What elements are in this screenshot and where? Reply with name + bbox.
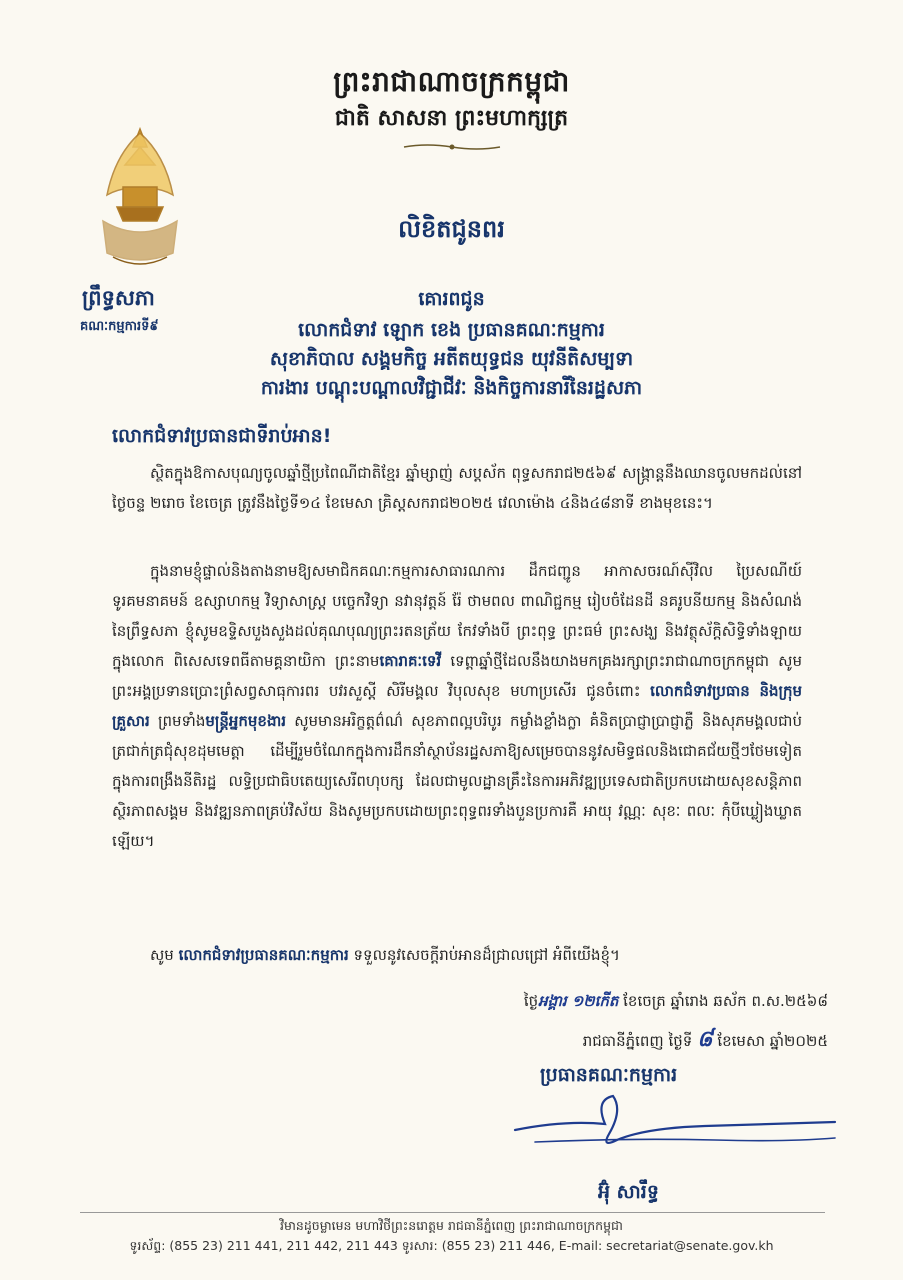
closing-emphasis: លោកជំទាវប្រធានគណៈកម្មការ	[178, 946, 349, 964]
handwritten-date: អង្គារ ១២កើត	[538, 992, 619, 1010]
date-text: ខែចេត្រ ឆ្នាំរោង ឆស័ក ព.ស.២៥៦៨	[618, 992, 828, 1010]
paragraph-blessing	[112, 556, 802, 936]
kingdom-heading: ព្រះរាជាណាចក្រកម្ពុជា	[333, 65, 570, 98]
date-text: រាជធានីភ្នំពេញ ថ្ងៃទី	[582, 1032, 698, 1050]
addressee-line: លោកជំទាវ ឡោក ខេង ប្រធានគណៈកម្មការ	[298, 319, 605, 341]
addressee-line: សុខាភិបាល សង្គមកិច្ច អតីតយុទ្ធជន យុវនីតិសម្បទា	[269, 348, 634, 370]
closing-text: សូម	[150, 946, 179, 964]
paragraph-new-year: ស្ថិតក្នុងឱកាសបុណ្យចូលឆ្នាំថ្មីប្រពៃណីជាតិខ្មែរ ឆ្នាំម្សាញ់ សប្តស័ក ពុទ្ធសករាជ២៥៦៩ សង្ក្រាន្តនឹងឈានចូលមកដល់នៅថ្ងៃចន្ទ ២រោច ខែចេត្រ ត្រូវនឹងថ្ងៃទី១៤ ខែមេសា គ្រិស្តសករាជ២០២៥ វេលាម៉ោង ៤និង៤៨នាទី ខាងមុខនេះ។	[112, 464, 802, 512]
handwritten-day: ៨	[697, 1027, 713, 1052]
footer-divider	[80, 1212, 825, 1213]
addressee-line: ការងារ បណ្តុះបណ្តាលវិជ្ជាជីវៈ និងកិច្ចការនារីនៃរដ្ឋសភា	[260, 377, 643, 399]
goddess-name: គោរាគៈទេវី	[379, 652, 442, 670]
paragraph-text: ក្នុងនាមខ្ញុំផ្ទាល់និងតាងនាមឱ្យសមាជិកគណៈកម្មការសាធារណការ ដឹកជញ្ជូន អាកាសចរណ៍ស៊ីវិល ប្រៃសណីយ៍ ទូរគមនាគមន៍ ឧស្សាហកម្ម វិទ្យាសាស្ត្រ បច្ចេកវិទ្យា នវានុវត្តន៍ រ៉ែ ថាមពល ពាណិជ្ជកម្ម រៀបចំដែនដី នគរូបនីយកម្ម និងសំណង់នៃព្រឹទ្ធសភា ខ្ញុំសូមឧទ្ទិសបួងសួងដល់គុណបុណ្យព្រះរតនត្រ័យ កែវទាំងបី ព្រះពុទ្ធ ព្រះធម៌ ព្រះសង្ឃ និងវត្ថុស័ក្តិសិទ្ធិទាំងឡាយក្នុងលោក ពិសេសទេពធីតាមគ្គនាយិកា ព្រះនាម	[112, 562, 802, 670]
closing-text: ទទួលនូវសេចក្តីរាប់អានដ៏ជ្រាលជ្រៅ អំពីយើងខ្ញុំ។	[348, 946, 620, 964]
document-title: លិខិតជូនពរ	[398, 215, 505, 243]
signature-title: ប្រធានគណៈកម្មការ	[540, 1064, 678, 1086]
signer-name: អ៊ុំ សារឹទ្ធ	[598, 1181, 659, 1203]
senate-emblem-icon	[95, 125, 185, 275]
handwritten-signature	[505, 1090, 845, 1170]
date-text: ថ្ងៃ	[523, 992, 539, 1010]
salutation: លោកជំទាវប្រធានជាទីរាប់អាន!	[112, 425, 332, 447]
addressee-line: គោរពជូន	[418, 288, 485, 310]
closing-line	[150, 946, 830, 968]
lunar-date	[524, 992, 828, 1014]
senate-name: ព្រឹទ្ធសភា	[82, 286, 155, 310]
paragraph-text: សូមមានអរិក្ខត្តព៌ណ៌ សុខភាពល្អបរិបូរ កម្លាំងខ្លាំងក្លា គំនិតប្រាជ្ញាប្រាជ្ញាភ្លឺ និងសុភមង្គលជាប់ត្រជាក់ត្រជុំសុខដុមមេត្តា ដើម្បីរួមចំណែកក្នុងការដឹកនាំស្ថាប័នរដ្ឋសភាឱ្យសម្រេចបាននូវសមិទ្ធផលនិងជោគជ័យថ្មីៗថែមទៀត ក្នុងការពង្រឹងនីតិរដ្ឋ លទ្ធិប្រជាធិបតេយ្យសេរីពហុបក្ស ដែលជាមូលដ្ឋានគ្រឹះនៃការអភិវឌ្ឍប្រទេសជាតិប្រកបដោយសុខសន្តិភាព ស្ថិរភាពសង្គម និងវឌ្ឍនភាពគ្រប់វិស័យ និងសូមប្រកបដោយព្រះពុទ្ធពរទាំងបួនប្រការគឺ អាយុ វណ្ណៈ សុខៈ ពលៈ កុំបីឃ្លៀងឃ្លាតឡើយ។	[112, 712, 802, 850]
date-text: ខែមេសា ឆ្នាំ២០២៥	[712, 1032, 828, 1050]
divider-ornament	[402, 141, 502, 153]
footer-address: វិមានដូចម្លាមេន មហាវិថីព្រះនរោត្តម រាជធានីភ្នំពេញ ព្រះរាជាណាចក្រកម្ពុជា	[280, 1218, 623, 1233]
paragraph-text	[750, 682, 760, 700]
paragraph-text: ព្រមទាំង	[149, 712, 206, 730]
solar-date	[583, 1025, 828, 1057]
staff-emphasis: មន្ត្រីអ្នកមុខងារ	[205, 712, 286, 730]
addressee-emphasis: លោកជំទាវប្រធាន	[650, 682, 750, 700]
paragraph-text: ទេព្តាឆ្នាំថ្មីដែលនឹងយាងមកគ្រងរក្សាព្រះរាជាណាចក្រកម្ពុជា សូមព្រះអង្គប្រទានប្រោះព្រំសព្វសាធុការពរ បវរសួស្តី សិរីមង្គល វិបុលសុខ មហាប្រសើរ ជូនចំពោះ	[112, 652, 802, 700]
family-emphasis: និងក្រុមគ្រួសារ	[112, 682, 802, 730]
footer-contact: ទូរស័ព្ទ: (855 23) 211 441, 211 442, 211 443 ទូរសារ: (855 23) 211 446, E-mail: secretariat@senate.gov.kh	[129, 1238, 774, 1253]
committee-name: គណៈកម្មការទី៩	[80, 319, 159, 334]
national-motto: ជាតិ សាសនា ព្រះមហាក្សត្រ	[334, 106, 569, 131]
